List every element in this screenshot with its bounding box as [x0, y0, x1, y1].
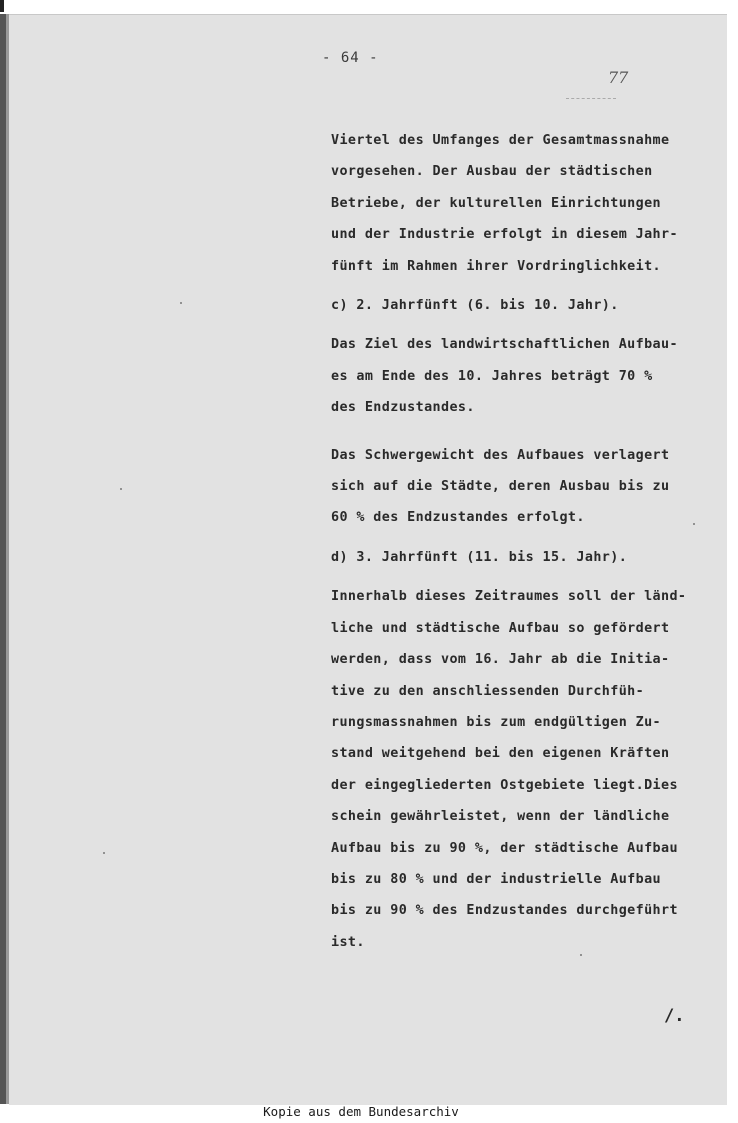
text-line: und der Industrie erfolgt in diesem Jahr- [331, 227, 678, 243]
scan-speck [580, 954, 582, 956]
text-line: 60 % des Endzustandes erfolgt. [331, 510, 585, 526]
text-line: des Endzustandes. [331, 400, 475, 416]
text-line: ist. [331, 934, 365, 950]
paragraph-cities-focus [331, 440, 723, 534]
text-line: liche und städtische Aufbau so gefördert [331, 620, 670, 636]
text-line: tive zu den anschliessenden Durchfüh- [331, 683, 645, 699]
handwritten-folio-number: 77 [608, 68, 629, 87]
scan-speck [103, 852, 105, 854]
text-line: Das Schwergewicht des Aufbaues verlagert [331, 447, 670, 463]
text-line: bis zu 80 % und der industrielle Aufbau [331, 871, 662, 887]
text-line: Das Ziel des landwirtschaftlichen Aufbau- [331, 337, 678, 353]
continuation-mark: /. [664, 1006, 685, 1026]
text-line: werden, dass vom 16. Jahr ab die Initia- [331, 652, 670, 668]
text-line: es am Ende des 10. Jahres beträgt 70 % [331, 368, 653, 384]
text-line: der eingegliederten Ostgebiete liegt.Dies [331, 777, 678, 793]
text-line: fünft im Rahmen ihrer Vordringlichkeit. [331, 258, 662, 274]
text-line: vorgesehen. Der Ausbau der städtischen [331, 164, 653, 180]
archive-footer: Kopie aus dem Bundesarchiv [263, 1104, 459, 1119]
page-number: - 64 - [322, 50, 379, 66]
text-line: Innerhalb dieses Zeitraumes soll der länd- [331, 589, 687, 605]
heading-line: d) 3. Jahrfünft (11. bis 15. Jahr). [331, 549, 628, 565]
heading-line: c) 2. Jahrfünft (6. bis 10. Jahr). [331, 298, 619, 314]
scan-speck [120, 488, 122, 490]
paragraph-continuation [331, 125, 723, 282]
section-heading-d [331, 542, 723, 573]
text-line: rungsmassnahmen bis zum endgültigen Zu- [331, 714, 662, 730]
text-line: sich auf die Städte, deren Ausbau bis zu [331, 479, 670, 495]
text-line: Aufbau bis zu 90 %, der städtische Aufbau [331, 840, 678, 856]
folio-underline [566, 98, 616, 99]
typewritten-body [331, 125, 723, 958]
paragraph-agriculture-goal [331, 329, 723, 423]
text-line: Betriebe, der kulturellen Einrichtungen [331, 195, 662, 211]
text-line: bis zu 90 % des Endzustandes durchgeführt [331, 903, 678, 919]
text-line: schein gewährleistet, wenn der ländliche [331, 809, 670, 825]
scan-corner-mark [0, 0, 4, 12]
section-heading-c [331, 290, 723, 321]
text-line: stand weitgehend bei den eigenen Kräften [331, 746, 670, 762]
scan-speck [180, 302, 182, 304]
text-line: Viertel des Umfanges der Gesamtmassnahme [331, 133, 670, 148]
scan-speck [693, 523, 695, 525]
paragraph-final-period [331, 581, 723, 958]
